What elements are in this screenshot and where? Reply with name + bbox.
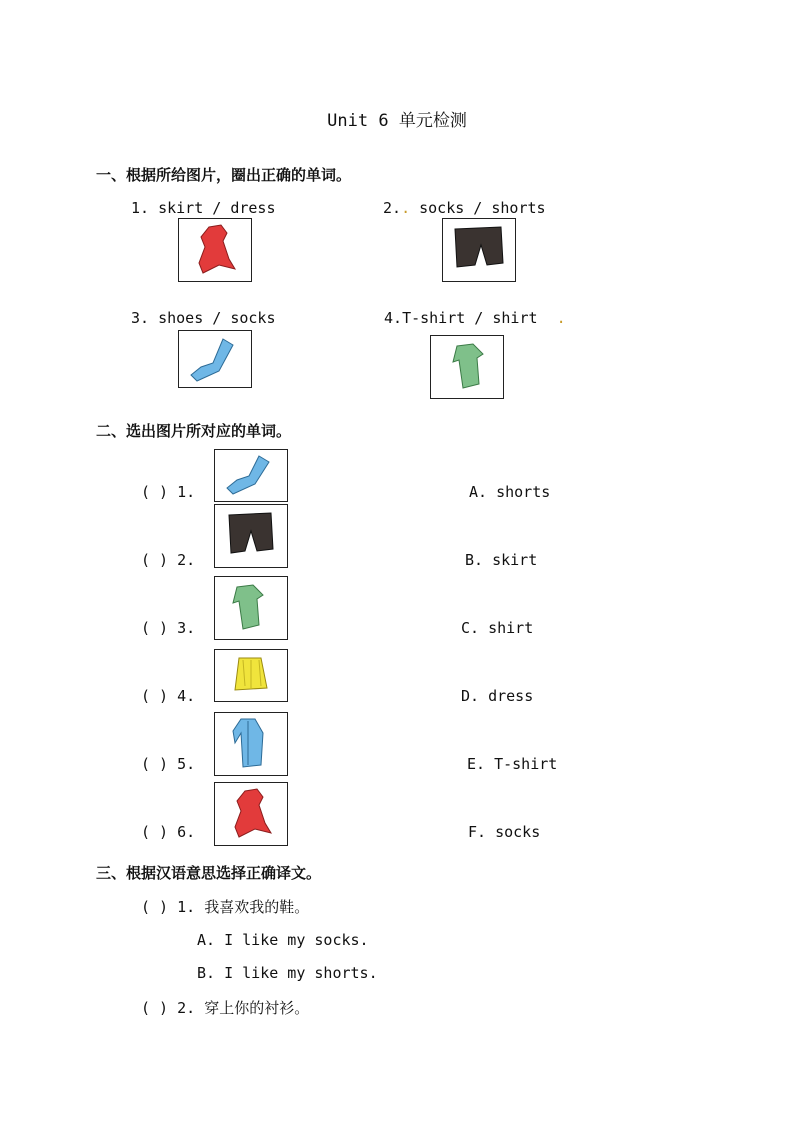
blue-shirt-icon: [215, 713, 287, 775]
answer-paren: ( ): [141, 999, 169, 1017]
s2-image-3: [214, 576, 288, 640]
s3-question-1: [141, 896, 309, 917]
s1-item-1-text: skirt / dress: [158, 199, 276, 217]
s2-option-a: A. shorts: [469, 483, 551, 501]
s1-item-3: [131, 309, 276, 327]
answer-paren: ( ): [141, 823, 169, 841]
s1-item-4-text: T-shirt / shirt: [402, 309, 538, 327]
s2-row-2: [141, 551, 195, 569]
section-2-heading: 二、选出图片所对应的单词。: [96, 422, 292, 440]
s3-question-2: [141, 997, 309, 1018]
section-1-heading: 一、根据所给图片，圈出正确的单词。: [96, 166, 352, 184]
s2-row-6: [141, 823, 195, 841]
s2-image-6: [214, 782, 288, 846]
s1-item-3-text: shoes / socks: [158, 309, 276, 327]
s1-item-3-num: 3.: [131, 309, 150, 327]
s3-q1-option-a: A. I like my socks.: [197, 931, 369, 949]
green-tshirt-icon: [215, 577, 287, 639]
s1-item-2: [383, 199, 546, 217]
s2-row-1-num: 1.: [177, 483, 196, 501]
s2-option-d: D. dress: [461, 687, 534, 705]
page-title: Unit 6 单元检测: [327, 111, 467, 131]
red-dress-icon: [215, 783, 287, 845]
s1-image-4: [430, 335, 504, 399]
s2-option-b: B. skirt: [465, 551, 538, 569]
dark-shorts-icon: [443, 219, 515, 281]
answer-paren: ( ): [141, 687, 169, 705]
answer-paren: ( ): [141, 551, 169, 569]
s1-item-1-num: 1.: [131, 199, 150, 217]
s1-item-2-text: socks / shorts: [419, 199, 546, 217]
s3-question-2-text: 2. 穿上你的衬衫。: [177, 999, 310, 1017]
answer-paren: ( ): [141, 755, 169, 773]
s1-image-2: [442, 218, 516, 282]
stray-dot: .: [401, 199, 411, 217]
s2-row-3-num: 3.: [177, 619, 196, 637]
answer-paren: ( ): [141, 898, 169, 916]
section-3-heading: 三、根据汉语意思选择正确译文。: [96, 864, 322, 882]
s2-option-e: E. T-shirt: [467, 755, 558, 773]
yellow-skirt-icon: [215, 650, 287, 701]
s2-row-6-num: 6.: [177, 823, 196, 841]
s1-item-1: [131, 199, 276, 217]
s2-row-4-num: 4.: [177, 687, 196, 705]
s3-question-1-text: 1. 我喜欢我的鞋。: [177, 898, 310, 916]
s3-q1-option-b: B. I like my shorts.: [197, 964, 378, 982]
s2-image-2: [214, 504, 288, 568]
s2-row-5: [141, 755, 195, 773]
s2-row-5-num: 5.: [177, 755, 196, 773]
s1-image-1: [178, 218, 252, 282]
dark-shorts-icon: [215, 505, 287, 567]
stray-dot: .: [556, 309, 566, 327]
blue-socks-icon: [179, 331, 251, 387]
s2-image-5: [214, 712, 288, 776]
answer-paren: ( ): [141, 483, 169, 501]
s1-item-2-num: 2.: [383, 199, 402, 217]
blue-socks-icon: [215, 450, 287, 501]
s2-row-3: [141, 619, 195, 637]
s2-option-c: C. shirt: [461, 619, 534, 637]
green-tshirt-icon: [431, 336, 503, 398]
s2-image-1: [214, 449, 288, 502]
s2-row-1: [141, 483, 195, 501]
s2-image-4: [214, 649, 288, 702]
s1-item-4: [384, 309, 566, 327]
s1-image-3: [178, 330, 252, 388]
s2-row-4: [141, 687, 195, 705]
s2-row-2-num: 2.: [177, 551, 196, 569]
s1-item-4-num: 4.: [384, 309, 403, 327]
red-dress-icon: [179, 219, 251, 281]
answer-paren: ( ): [141, 619, 169, 637]
s2-option-f: F. socks: [468, 823, 541, 841]
